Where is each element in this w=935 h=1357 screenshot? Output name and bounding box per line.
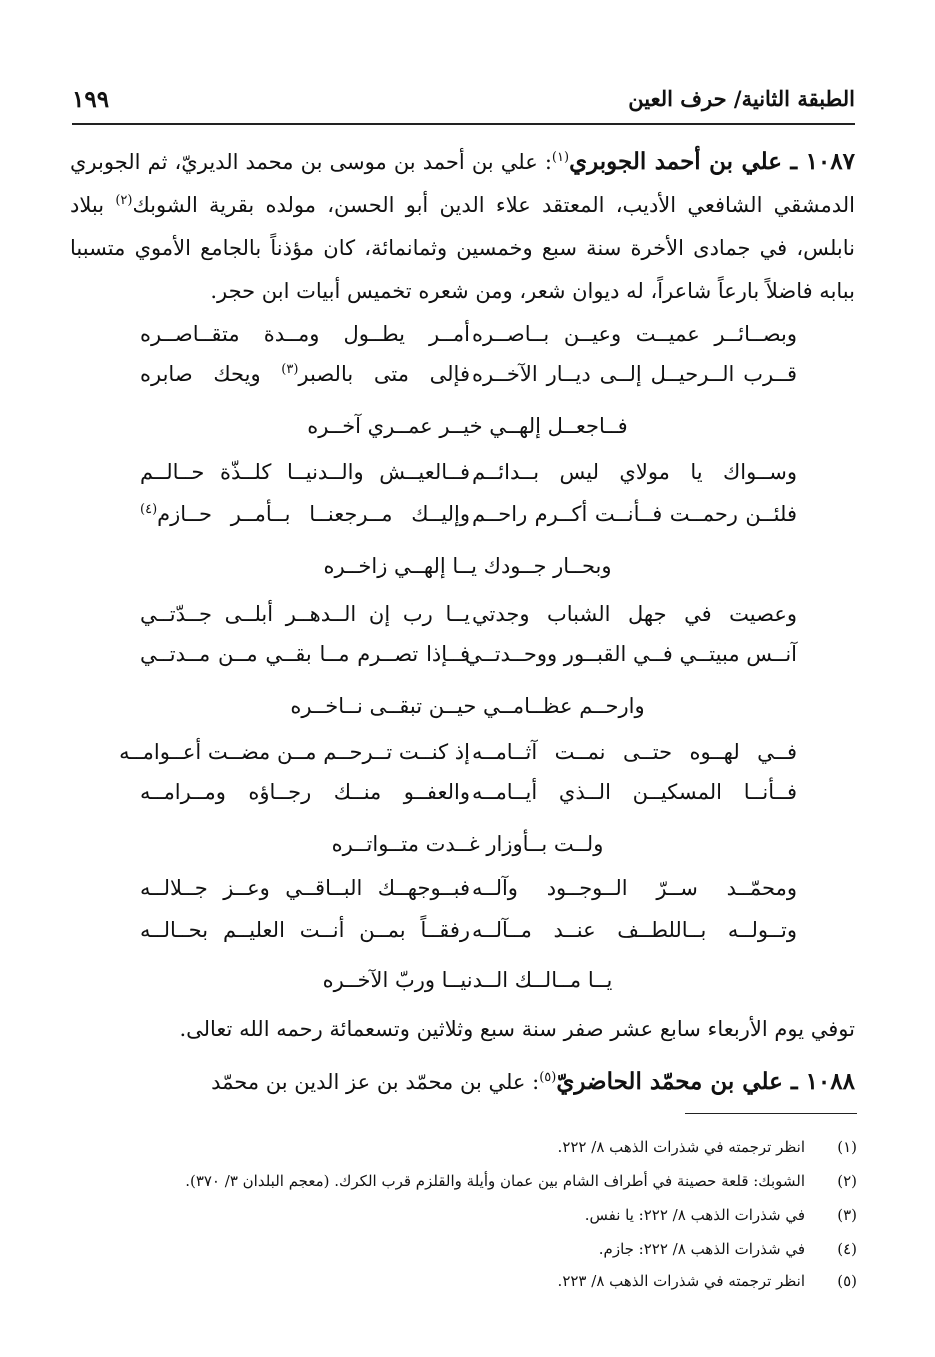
verse-second-hemistich: فلئــن رحمــت فــأنــت أكــرم راحــم — [472, 502, 797, 526]
footnote-number: (٤) — [837, 1240, 857, 1258]
running-title: الطبقة الثانية/ حرف العين — [628, 86, 855, 111]
verse-first-hemistich: والعفــو منــك رجــاؤه ومــرامــه — [140, 780, 470, 804]
entry-1088-heading: ١٠٨٨ ـ علي بن محمّد الحاضريّ — [556, 1068, 855, 1095]
verse-refrain: ولــت بــأوزار غــدت متــواتــره — [331, 832, 604, 856]
verse-second-hemistich: وعصيت في جهل الشباب وجدتي — [472, 602, 797, 626]
footnote-number: (٣) — [837, 1206, 857, 1224]
verse-second-hemistich: وتــولــه بــاللطــف عنــد مــآلــه — [472, 918, 797, 942]
footnote-text: في شذرات الذهب ٨/ ٢٢٢: يا نفس. — [584, 1206, 805, 1224]
verse-line — [0, 322, 935, 362]
footnote-divider — [685, 1113, 857, 1114]
footnote — [60, 1206, 857, 1236]
verse-line — [0, 362, 935, 402]
footnote-number: (٥) — [837, 1272, 857, 1290]
verse-first-hemistich: فــالعيــش والــدنيــا كلــذّة حــالــم — [140, 460, 470, 484]
verse-line — [0, 602, 935, 642]
verse-second-hemistich: قــرب الــرحيــل إلــى ديــار الآخــره — [472, 362, 797, 386]
footnote-ref-4: (٤) — [140, 502, 158, 517]
verse-second-hemistich: وســواك يا مولاي ليس بــدائــم — [472, 460, 797, 484]
verse-line — [0, 876, 935, 916]
verse-second-hemistich: فــي لهــوه حتــى نمــت آثــامــه — [472, 740, 797, 764]
footnote-text: في شذرات الذهب ٨/ ٢٢٢: جازم. — [598, 1240, 805, 1258]
footnote-ref-3: (٣) — [281, 362, 299, 377]
verse-first-hemistich: وإليــك مــرجعنــا بــأمــر حــازم$^{(٤)}$ — [140, 502, 470, 526]
verse-refrain: فــاجعــل إلهــي خيــر عمــري آخــره — [307, 414, 628, 438]
verse-line — [0, 780, 935, 820]
verse-refrain: وبحــار جــودك يــا إلهــي زاخــره — [323, 554, 612, 578]
entry-1088-text: : علي بن محمّد بن عز الدين بن محمّد — [211, 1070, 540, 1094]
verse-line — [0, 460, 935, 500]
closing-line: توفي يوم الأربعاء سابع عشر صفر سنة سبع وثلاثين وتسعمائة رحمه الله تعالى. — [179, 1017, 855, 1041]
verse-first-hemistich: فبــوجهــك البــاقــي وعــز جــلالــه — [140, 876, 470, 900]
verse-refrain: يــا مــالــك الــدنيــا وربّ الآخــره — [322, 968, 613, 992]
footnote-text: انظر ترجمته في شذرات الذهب ٨/ ٢٢٢. — [557, 1138, 805, 1156]
verse-first-hemistich: فإلى متى بالصبر$^{(٣)}$ ويحك صابره — [140, 362, 470, 386]
verse-second-hemistich: ومحمّــد ســرّ الــوجــود وآلــه — [472, 876, 797, 900]
entry-1087-text-b: ببلاد نابلس، في جمادى الأخرة سنة سبع وخمسين وثمانمائة، كان مؤذناً بالجامع الأموي متسببا ببابه فاضلاً بارعاً شاعراً، له ديوان شعر، ومن شعره تخميس أبيات ابن حجر. — [70, 193, 855, 303]
footnote-ref-2: (٢) — [115, 193, 133, 208]
footnote-text: الشوبك: قلعة حصينة في أطراف الشام بين عمان وأيلة والقلزم قرب الكرك. (معجم البلدان ٣/ ٣٧٠). — [185, 1172, 805, 1190]
footnote — [60, 1272, 857, 1302]
verse-line — [0, 642, 935, 682]
footnote-ref-5: (٥) — [539, 1070, 557, 1085]
entry-1087-text-a: : علي بن أحمد بن موسى بن محمد الديريّ، ثم الجوبري الدمشقي الشافعي الأديب، المعتقد علاء الدين أبو الحسن، مولده بقرية الشوبك — [70, 150, 855, 217]
header-divider — [72, 123, 855, 125]
footnote-number: (١) — [837, 1138, 857, 1156]
footnote — [60, 1138, 857, 1168]
verse-second-hemistich: وبصــائــر عميــت وعيــن بــاصــره — [472, 322, 797, 346]
verse-first-hemistich: أمــر يطــول ومــدة متقــاصــره — [140, 322, 470, 346]
entry-1087-heading: ١٠٨٧ ـ علي بن أحمد الجوبري — [569, 148, 855, 175]
verse-second-hemistich: آنــس مبيتــي فــي القبــور ووحــدتــي — [464, 642, 797, 666]
verse-first-hemistich: رفقــاً بمــن أنــت العليــم بحــالــه — [140, 918, 470, 942]
verse-line — [0, 502, 935, 542]
footnote-ref-1: (١) — [551, 150, 570, 165]
entry-1087-paragraph — [70, 140, 855, 313]
entry-1088-paragraph — [70, 1060, 855, 1104]
verse-first-hemistich: يــا رب إن الــدهــر أبلــى جــدّتــي — [140, 602, 470, 626]
page-number: ١٩٩ — [72, 86, 110, 113]
verse-refrain: وارحــم عظــامــي حيــن تبقــى نــاخــره — [290, 694, 645, 718]
verse-first-hemistich: فــإذا تصــرم مــا بقــي مــن مــدتــي — [140, 642, 470, 666]
footnote — [60, 1172, 857, 1202]
verse-first-hemistich: إذ كنــت تــرحــم مــن مضــت أعــوامــه — [119, 740, 470, 764]
footnote — [60, 1240, 857, 1270]
footnote-number: (٢) — [837, 1172, 857, 1190]
verse-line — [0, 740, 935, 780]
page-header — [72, 86, 855, 120]
verse-line — [0, 918, 935, 958]
verse-second-hemistich: فــأنــا المسكيــن الــذي أيــامــه — [472, 780, 797, 804]
footnote-text: انظر ترجمته في شذرات الذهب ٨/ ٢٢٣. — [557, 1272, 805, 1290]
